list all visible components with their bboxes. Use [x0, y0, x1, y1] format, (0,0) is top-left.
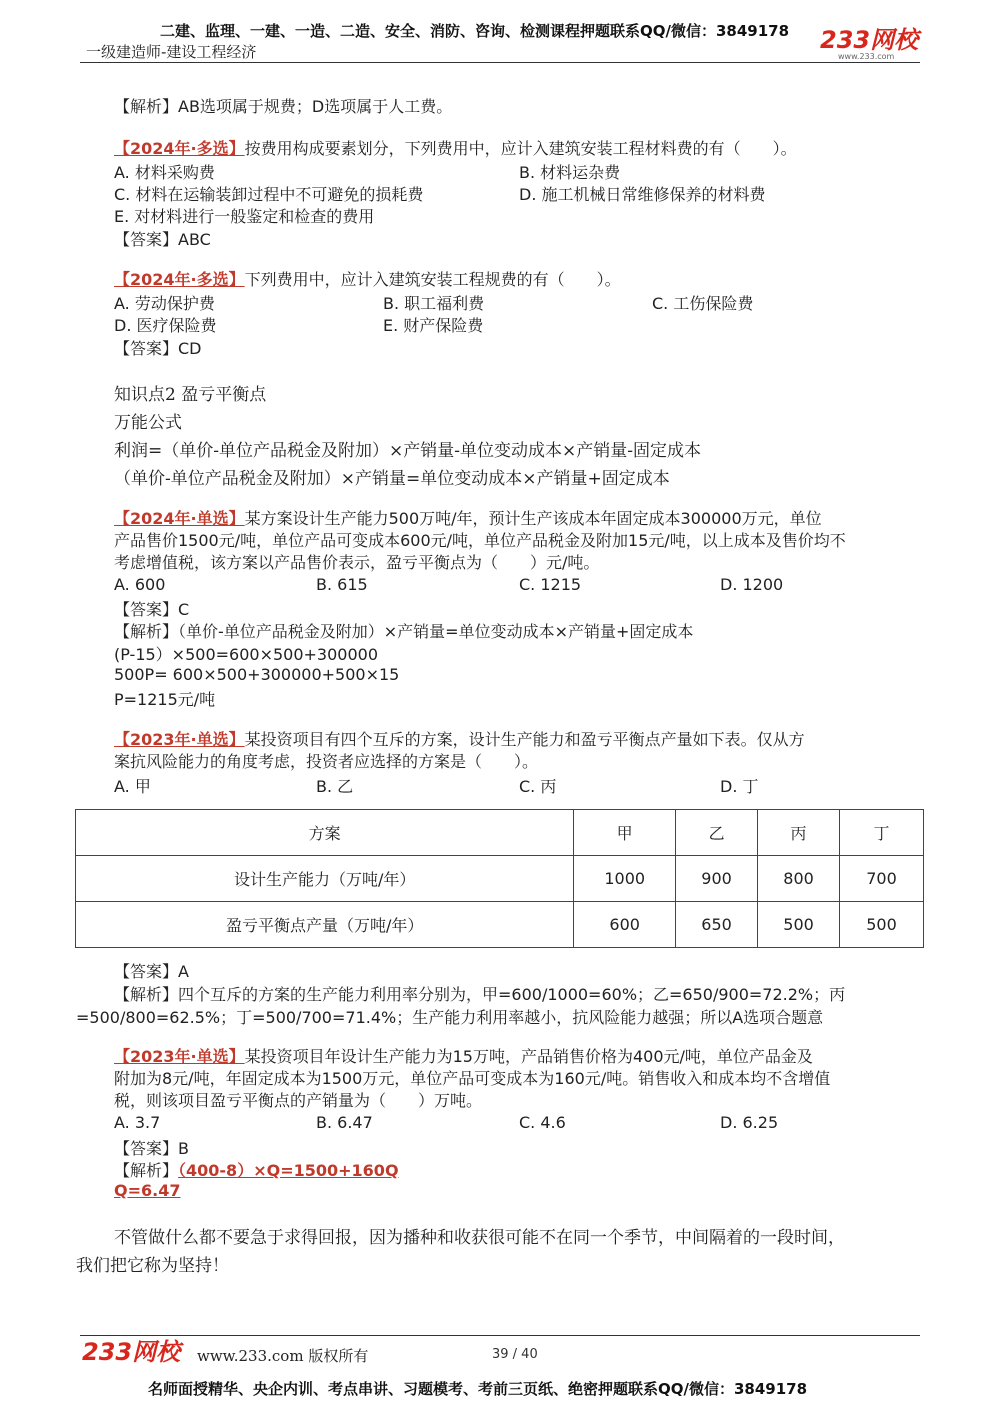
footer-contact-line: 名师面授精华、央企内训、考点串讲、习题模考、考前三页纸、绝密押题联系QQ/微信：3849178 — [148, 1380, 808, 1398]
table-header-cell: 甲 — [574, 810, 676, 856]
question-tag: 【2024年·多选】 — [114, 139, 245, 158]
question-text: 按费用构成要素划分，下列费用中，应计入建筑安装工程材料费的有（ ）。 — [244, 139, 797, 158]
formula-line-1: 利润=（单价-单位产品税金及附加）×产销量-单位变动成本×产销量-固定成本 — [114, 441, 701, 461]
analysis-label: 【解析】 — [114, 1161, 179, 1180]
question-3-stem-line2: 产品售价1500元/吨，单位产品可变成本600元/吨，单位产品税金及附加15元/吨，以上成本及售价均不 — [114, 531, 846, 550]
q5-option-c: C. 4.6 — [519, 1113, 566, 1132]
table-row — [76, 856, 924, 902]
brand-logo — [820, 28, 920, 62]
plan-table — [75, 809, 924, 948]
q4-analysis-1: 【解析】四个互斥的方案的生产能力利用率分别为，甲=600/1000=60%；乙=650/900=72.2%；丙 — [114, 985, 846, 1004]
question-4-stem — [114, 729, 805, 751]
q1-option-a: A. 材料采购费 — [114, 163, 215, 182]
question-tag: 【2023年·单选】 — [114, 1047, 245, 1066]
footer-copyright: www.233.com 版权所有 — [197, 1347, 369, 1365]
question-1-stem — [114, 138, 797, 160]
question-2-stem — [114, 269, 621, 291]
prev-analysis: 【解析】AB选项属于规费；D选项属于人工费。 — [114, 97, 453, 116]
table-header-row — [76, 810, 924, 856]
logo-url: www.233.com — [838, 52, 895, 61]
q3-option-b: B. 615 — [316, 575, 368, 594]
logo-text: 233网校 — [820, 26, 919, 54]
header-contact-line: 二建、监理、一建、一造、二造、安全、消防、咨询、检测课程押题联系QQ/微信：3849178 — [160, 22, 790, 40]
table-cell: 500 — [758, 902, 840, 948]
q2-option-a: A. 劳动保护费 — [114, 294, 215, 313]
table-cell: 700 — [840, 856, 924, 902]
question-text: 某方案设计生产能力500万吨/年，预计生产该成本年固定成本300000万元，单位 — [244, 509, 822, 528]
table-header-cell: 方案 — [76, 810, 574, 856]
question-5-stem-line2: 附加为8元/吨，年固定成本为1500万元，单位产品可变成本为160元/吨。销售收入和成本均不含增值 — [114, 1069, 831, 1088]
q5-option-b: B. 6.47 — [316, 1113, 373, 1132]
q4-option-d: D. 丁 — [720, 777, 759, 796]
q3-option-a: A. 600 — [114, 575, 166, 594]
question-text: 某投资项目有四个互斥的方案，设计生产能力和盈亏平衡点产量如下表。仅从方 — [244, 730, 805, 749]
q3-answer: 【答案】C — [114, 600, 190, 619]
table-cell: 900 — [676, 856, 758, 902]
q1-answer: 【答案】ABC — [114, 230, 211, 249]
q1-option-b: B. 材料运杂费 — [519, 163, 621, 182]
question-5-stem-line3: 税，则该项目盈亏平衡点的产销量为（ ）万吨。 — [114, 1091, 483, 1110]
question-5-stem — [114, 1046, 813, 1068]
q5-analysis-1 — [114, 1158, 399, 1181]
q5-answer: 【答案】B — [114, 1139, 189, 1158]
q5-option-d: D. 6.25 — [720, 1113, 779, 1132]
q1-option-e: E. 对材料进行一般鉴定和检查的费用 — [114, 207, 375, 226]
q4-answer: 【答案】A — [114, 962, 189, 981]
table-cell: 500 — [840, 902, 924, 948]
question-3-stem-line3: 考虑增值税，该方案以产品售价表示，盈亏平衡点为（ ）元/吨。 — [114, 553, 600, 572]
q2-answer: 【答案】CD — [114, 339, 202, 358]
table-header-cell: 丙 — [758, 810, 840, 856]
q4-option-a: A. 甲 — [114, 777, 151, 796]
table-cell: 盈亏平衡点产量（万吨/年） — [76, 902, 574, 948]
table-cell: 650 — [676, 902, 758, 948]
analysis-formula: （400-8）×Q=1500+160Q — [178, 1161, 399, 1180]
question-3-stem — [114, 508, 822, 530]
q4-option-c: C. 丙 — [519, 777, 557, 796]
formula-name: 万能公式 — [114, 413, 182, 433]
table-row — [76, 902, 924, 948]
question-tag: 【2024年·多选】 — [114, 270, 245, 289]
q2-option-d: D. 医疗保险费 — [114, 316, 217, 335]
table-cell: 800 — [758, 856, 840, 902]
table-cell: 600 — [574, 902, 676, 948]
header-divider — [80, 62, 920, 63]
q3-analysis-1: 【解析】（单价-单位产品税金及附加）×产销量=单位变动成本×产销量+固定成本 — [114, 622, 694, 641]
knowledge-point-title: 知识点2 盈亏平衡点 — [114, 385, 267, 405]
q5-analysis-2: Q=6.47 — [114, 1181, 181, 1200]
q4-analysis-2: =500/800=62.5%；丁=500/700=71.4%；生产能力利用率越小，抗风险能力越强；所以A选项合题意 — [76, 1008, 824, 1027]
q3-analysis-3: 500P= 600×500+300000+500×15 — [114, 665, 400, 684]
q4-option-b: B. 乙 — [316, 777, 354, 796]
question-tag: 【2023年·单选】 — [114, 730, 245, 749]
question-text: 某投资项目年设计生产能力为15万吨，产品销售价格为400元/吨，单位产品金及 — [244, 1047, 813, 1066]
formula-line-2: （单价-单位产品税金及附加）×产销量=单位变动成本×产销量+固定成本 — [114, 469, 670, 489]
footer-divider — [80, 1335, 920, 1336]
motto-line-2: 我们把它称为坚持！ — [76, 1256, 229, 1276]
q3-analysis-2: (P-15）×500=600×500+300000 — [114, 645, 378, 664]
table-cell: 设计生产能力（万吨/年） — [76, 856, 574, 902]
question-text: 下列费用中，应计入建筑安装工程规费的有（ ）。 — [244, 270, 621, 289]
q2-option-c: C. 工伤保险费 — [652, 294, 754, 313]
footer-logo: 233网校 — [82, 1338, 181, 1366]
q3-option-d: D. 1200 — [720, 575, 784, 594]
table-header-cell: 丁 — [840, 810, 924, 856]
q3-analysis-4: P=1215元/吨 — [114, 690, 216, 709]
motto-line-1: 不管做什么都不要急于求得回报，因为播种和收获很可能不在同一个季节，中间隔着的一段时间， — [114, 1228, 845, 1248]
question-4-stem-line2: 案抗风险能力的角度考虑，投资者应选择的方案是（ ）。 — [114, 752, 539, 771]
table-cell: 1000 — [574, 856, 676, 902]
q1-option-c: C. 材料在运输装卸过程中不可避免的损耗费 — [114, 185, 424, 204]
q3-option-c: C. 1215 — [519, 575, 582, 594]
document-subtitle: 一级建造师-建设工程经济 — [86, 43, 257, 61]
question-tag: 【2024年·单选】 — [114, 509, 245, 528]
table-header-cell: 乙 — [676, 810, 758, 856]
q1-option-d: D. 施工机械日常维修保养的材料费 — [519, 185, 766, 204]
q2-option-e: E. 财产保险费 — [383, 316, 484, 335]
q2-option-b: B. 职工福利费 — [383, 294, 485, 313]
page-number: 39 / 40 — [492, 1347, 538, 1362]
q5-option-a: A. 3.7 — [114, 1113, 161, 1132]
